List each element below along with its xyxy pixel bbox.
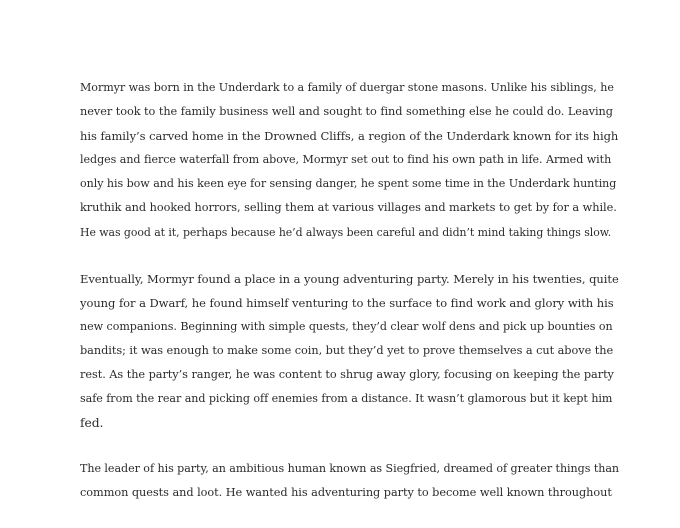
text-line: safe from the rear and picking off enemies from a distance. It wasn’t glamorous but it kept him — [80, 392, 613, 406]
text-line: He was good at it, perhaps because he’d always been careful and didn’t mind taking things slow. — [80, 225, 612, 239]
text-line: The leader of his party, an ambitious human known as Siegfried, dreamed of greater things than — [80, 462, 619, 476]
text-line: Eventually, Mormyr found a place in a young adventuring party. Merely in his twenties, quite — [80, 271, 619, 286]
paragraph — [80, 457, 620, 505]
text-line: rest. As the party’s ranger, he was content to shrug away glory, focusing on keeping the party — [80, 368, 614, 382]
document-body — [80, 76, 620, 528]
text-line: only his bow and his keen eye for sensing danger, he spent some time in the Underdark hunting — [80, 177, 617, 191]
paragraph — [80, 76, 620, 245]
text-line: his family’s carved home in the Drowned Cliffs, a region of the Underdark known for its high — [80, 129, 619, 144]
text-line: common quests and loot. He wanted his adventuring party to become well known throughout — [80, 486, 612, 500]
text-line: new companions. Beginning with simple quests, they’d clear wolf dens and pick up bounties on — [80, 319, 613, 333]
text-line: Mormyr was born in the Underdark to a family of duergar stone masons. Unlike his siblings, he — [80, 81, 614, 94]
text-line: young for a Dwarf, he found himself venturing to the surface to find work and glory with his — [80, 295, 614, 310]
text-line: never took to the family business well and sought to find something else he could do. Leaving — [80, 105, 613, 119]
text-line: ledges and fierce waterfall from above, Mormyr set out to find his own path in life. Armed with — [80, 153, 612, 167]
text-line: kruthik and hooked horrors, selling them at various villages and markets to get by for a while. — [80, 201, 617, 215]
text-line: bandits; it was enough to make some coin, but they’d yet to prove themselves a cut above the — [80, 343, 614, 357]
text-line: fed. — [80, 416, 104, 431]
paragraph — [80, 267, 620, 436]
